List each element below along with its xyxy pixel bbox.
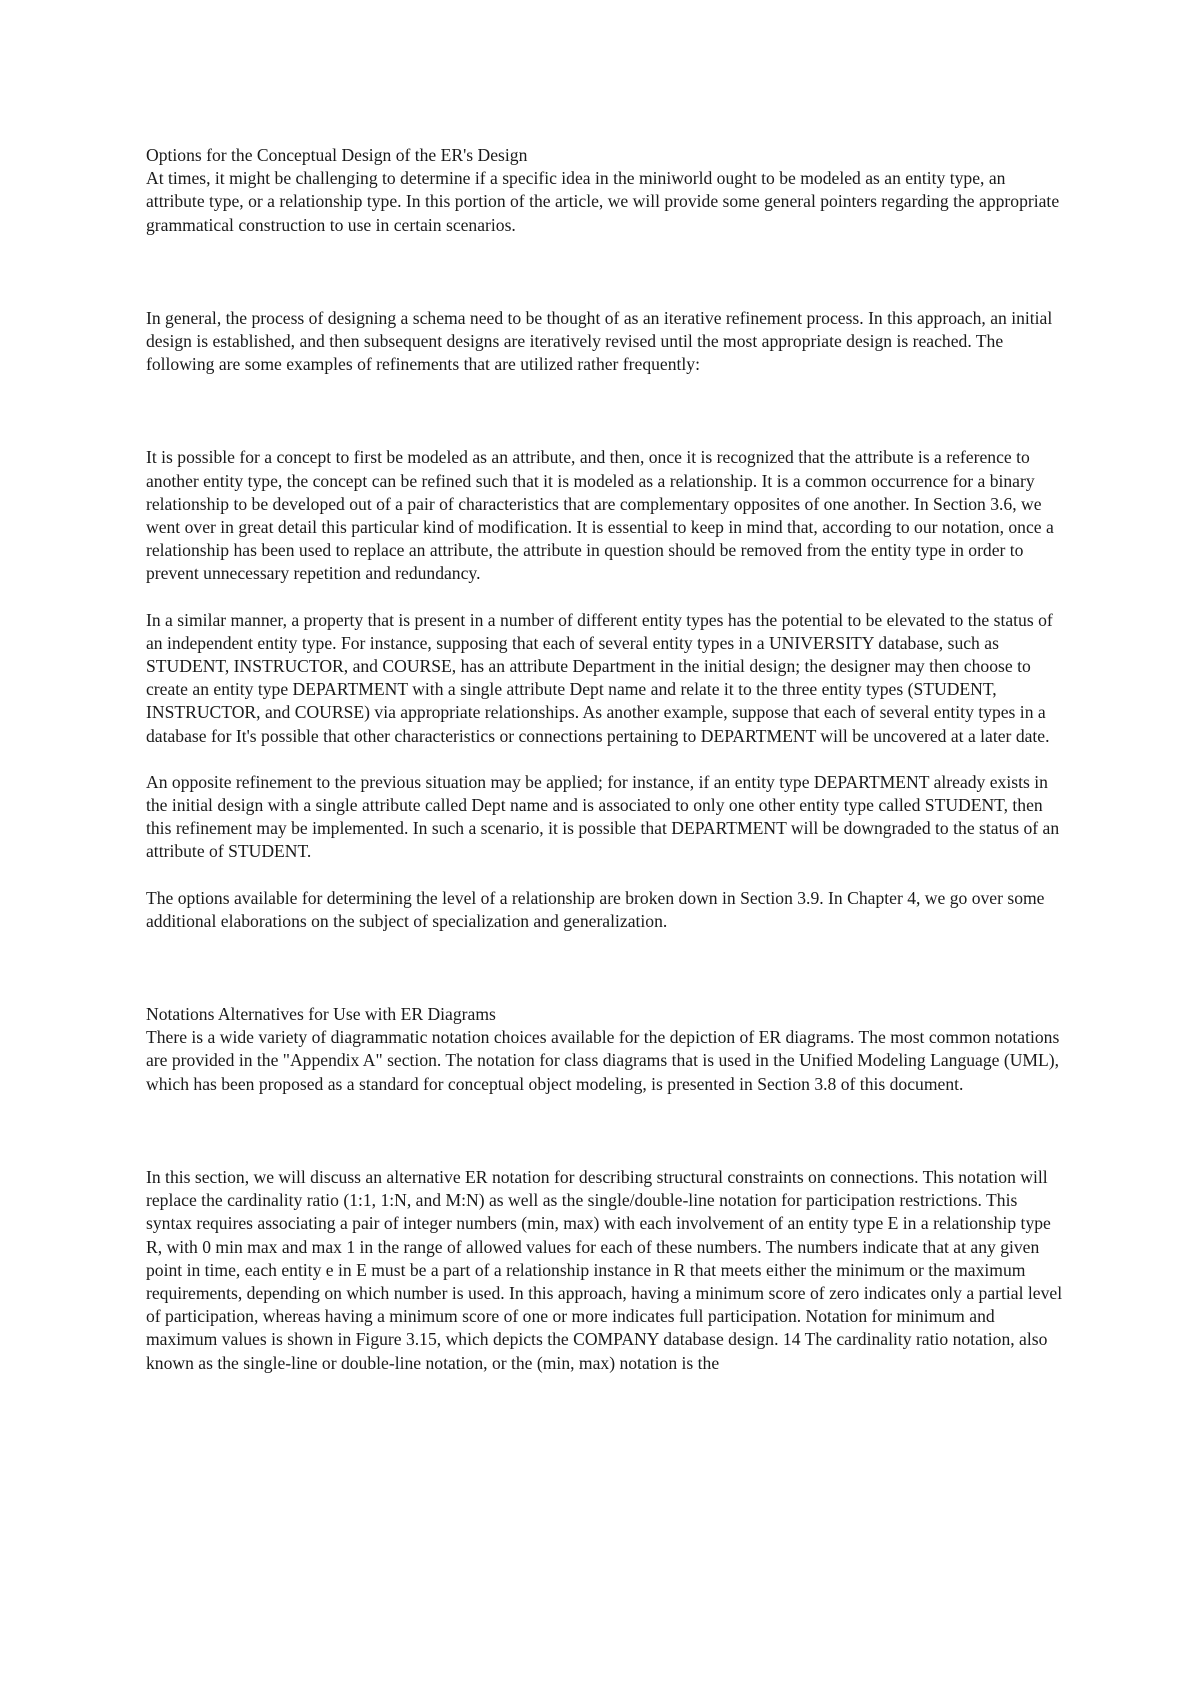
document-body — [146, 144, 1066, 1375]
paragraph-attribute-to-relationship: It is possible for a concept to first be modeled as an attribute, and then, once it is recognized that the attribute is a reference to another entity type, the concept can be refined such that it is modeled as a relationship. It is a common occurrence for a binary relationship to be developed out of a pair of characteristics that are complementary opposites of one another. In Section 3.6, we went over in great detail this particular kind of modification. It is essential to keep in mind that, according to our notation, once a relationship has been used to replace an attribute, the attribute in question should be removed from the entity type in order to prevent unnecessary repetition and redundancy. — [146, 447, 1054, 584]
paragraph-relationship-degree: The options available for determining the level of a relationship are broken down in Section 3.9. In Chapter 4, we go over some additional elaborations on the subject of specialization and generalization. — [146, 887, 1045, 931]
paragraph-attribute-to-entity: In a similar manner, a property that is present in a number of different entity types has the potential to be elevated to the status of an independent entity type. For instance, supposing that each of several entity types in a UNIVERSITY database, such as STUDENT, INSTRUCTOR, and COURSE, has an attribute Department in the initial design; the designer may then choose to create an entity type DEPARTMENT with a single attribute Dept name and relate it to the three entity types (STUDENT, INSTRUCTOR, and COURSE) via appropriate relationships. As another example, suppose that each of several entity types in a database for It's possible that other characteristics or connections pertaining to DEPARTMENT will be uncovered at a later date. — [146, 609, 1053, 746]
paragraph-notation-choices: There is a wide variety of diagrammatic notation choices available for the depiction of ER diagrams. The most common notations are provided in the "Appendix A" section. The notation for class diagrams that is used in the Unified Modeling Language (UML), which has been proposed as a standard for conceptual object modeling, is presented in Section 3.8 of this document. — [146, 1027, 1060, 1094]
section-heading-notation-alternatives: Notations Alternatives for Use with ER Diagrams — [146, 1004, 496, 1025]
paragraph-iterative-refinement: In general, the process of designing a schema need to be thought of as an iterative refinement process. In this approach, an initial design is established, and then subsequent designs are iteratively revised until the most appropriate design is reached. The following are some examples of refinements that are utilized rather frequently: — [146, 307, 1053, 375]
section-heading-conceptual-design: Options for the Conceptual Design of the ER's Design — [146, 145, 528, 165]
paragraph-opposite-refinement: An opposite refinement to the previous situation may be applied; for instance, if an entity type DEPARTMENT already exists in the initial design with a single attribute called Dept name and is associated to only one other entity type called STUDENT, then this refinement may be implemented. In such a scenario, it is possible that DEPARTMENT will be downgraded to the status of an attribute of STUDENT. — [146, 771, 1060, 862]
paragraph-min-max-notation: In this section, we will discuss an alternative ER notation for describing structural constraints on connections. This notation will replace the cardinality ratio (1:1, 1:N, and M:N) as well as the single/double-line notation for participation restrictions. This syntax requires associating a pair of integer numbers (min, max) with each involvement of an entity type E in a relationship type R, with 0 min max and max 1 in the range of allowed values for each of these numbers. The numbers indicate that at any given point in time, each entity e in E must be a part of a relationship instance in R that meets either the minimum or the maximum requirements, depending on which number is used. In this approach, having a minimum score of zero indicates only a partial level of participation, whereas having a minimum score of one or more indicates full participation. Notation for minimum and maximum values is shown in Figure 3.15, which depicts the COMPANY database design. 14 The cardinality ratio notation, also known as the single-line or double-line notation, or the (min, max) notation is the — [146, 1166, 1063, 1373]
paragraph-intro: At times, it might be challenging to determine if a specific idea in the miniworld ought to be modeled as an entity type, an attribute type, or a relationship type. In this portion of the article, we will provide some general pointers regarding the appropriate grammatical construction to use in certain scenarios. — [146, 168, 1060, 235]
